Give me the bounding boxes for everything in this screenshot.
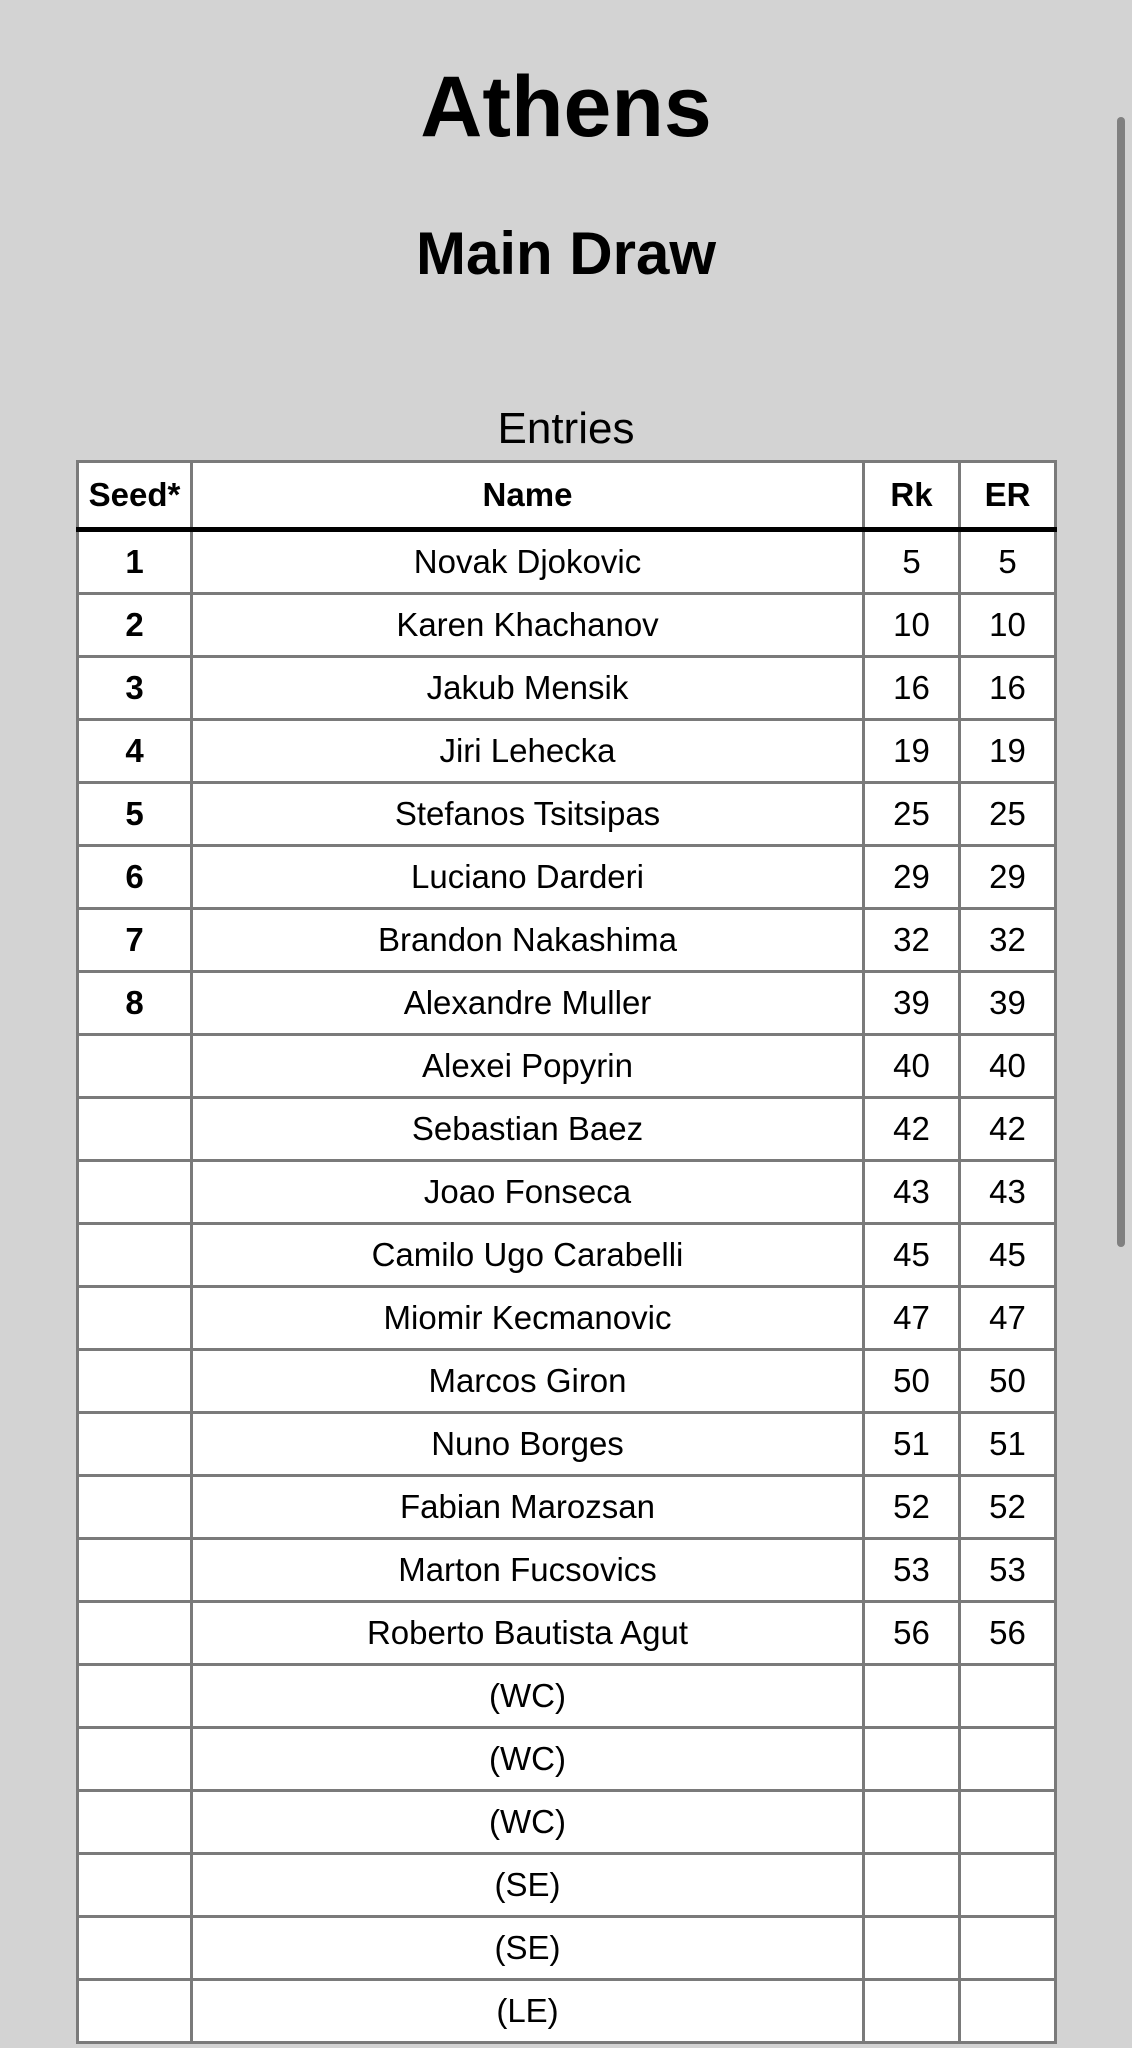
table-row (78, 657, 1056, 720)
table-row (78, 1728, 1056, 1791)
cell-entry-rank: 40 (960, 1035, 1056, 1098)
cell-seed (78, 1476, 192, 1539)
table-row (78, 1161, 1056, 1224)
cell-entry-rank: 25 (960, 783, 1056, 846)
cell-seed (78, 1161, 192, 1224)
cell-name: (WC) (192, 1728, 864, 1791)
cell-rank: 47 (864, 1287, 960, 1350)
cell-seed (78, 1539, 192, 1602)
cell-seed: 3 (78, 657, 192, 720)
cell-rank: 42 (864, 1098, 960, 1161)
cell-rank: 19 (864, 720, 960, 783)
cell-entry-rank (960, 1728, 1056, 1791)
cell-seed: 1 (78, 530, 192, 594)
cell-rank (864, 1980, 960, 2043)
cell-seed (78, 1098, 192, 1161)
cell-name: Fabian Marozsan (192, 1476, 864, 1539)
table-row (78, 1917, 1056, 1980)
table-row (78, 1980, 1056, 2043)
table-row (78, 972, 1056, 1035)
cell-entry-rank (960, 1854, 1056, 1917)
table-row (78, 1602, 1056, 1665)
cell-seed (78, 1350, 192, 1413)
cell-entry-rank (960, 1917, 1056, 1980)
table-row (78, 1098, 1056, 1161)
cell-rank: 25 (864, 783, 960, 846)
cell-entry-rank: 19 (960, 720, 1056, 783)
cell-rank: 39 (864, 972, 960, 1035)
cell-name: Marton Fucsovics (192, 1539, 864, 1602)
cell-rank: 52 (864, 1476, 960, 1539)
cell-entry-rank: 39 (960, 972, 1056, 1035)
cell-name: Miomir Kecmanovic (192, 1287, 864, 1350)
cell-seed (78, 1854, 192, 1917)
table-caption: Entries (497, 404, 635, 453)
cell-name: (LE) (192, 1980, 864, 2043)
page-title: Athens (420, 59, 712, 155)
cell-rank: 53 (864, 1539, 960, 1602)
cell-entry-rank: 52 (960, 1476, 1056, 1539)
cell-entry-rank (960, 1791, 1056, 1854)
cell-entry-rank: 16 (960, 657, 1056, 720)
cell-name: Sebastian Baez (192, 1098, 864, 1161)
cell-seed: 5 (78, 783, 192, 846)
cell-name: Jakub Mensik (192, 657, 864, 720)
cell-entry-rank: 5 (960, 530, 1056, 594)
table-row (78, 1287, 1056, 1350)
cell-name: Alexei Popyrin (192, 1035, 864, 1098)
cell-rank: 51 (864, 1413, 960, 1476)
table-row (78, 1413, 1056, 1476)
cell-seed (78, 1980, 192, 2043)
cell-rank: 40 (864, 1035, 960, 1098)
table-row (78, 783, 1056, 846)
cell-entry-rank: 50 (960, 1350, 1056, 1413)
table-row (78, 1854, 1056, 1917)
table-row (78, 1791, 1056, 1854)
cell-seed: 7 (78, 909, 192, 972)
cell-name: Roberto Bautista Agut (192, 1602, 864, 1665)
cell-seed (78, 1035, 192, 1098)
cell-rank: 56 (864, 1602, 960, 1665)
cell-name: Jiri Lehecka (192, 720, 864, 783)
cell-rank: 32 (864, 909, 960, 972)
cell-rank (864, 1854, 960, 1917)
cell-name: Stefanos Tsitsipas (192, 783, 864, 846)
cell-seed (78, 1665, 192, 1728)
column-header-rk: Rk (864, 462, 960, 530)
cell-name: (WC) (192, 1665, 864, 1728)
vertical-scrollbar[interactable] (1117, 117, 1125, 1247)
cell-rank: 43 (864, 1161, 960, 1224)
table-row (78, 1224, 1056, 1287)
cell-seed (78, 1602, 192, 1665)
entries-table (76, 460, 1057, 2044)
table-row (78, 530, 1056, 594)
table-row (78, 1350, 1056, 1413)
table-row (78, 1476, 1056, 1539)
cell-name: (WC) (192, 1791, 864, 1854)
cell-name: Luciano Darderi (192, 846, 864, 909)
cell-name: Camilo Ugo Carabelli (192, 1224, 864, 1287)
cell-name: Brandon Nakashima (192, 909, 864, 972)
cell-name: (SE) (192, 1917, 864, 1980)
cell-entry-rank: 53 (960, 1539, 1056, 1602)
cell-seed: 4 (78, 720, 192, 783)
cell-seed: 6 (78, 846, 192, 909)
cell-rank: 50 (864, 1350, 960, 1413)
cell-entry-rank: 29 (960, 846, 1056, 909)
cell-name: Marcos Giron (192, 1350, 864, 1413)
cell-entry-rank: 43 (960, 1161, 1056, 1224)
cell-name: Alexandre Muller (192, 972, 864, 1035)
cell-seed (78, 1224, 192, 1287)
table-row (78, 846, 1056, 909)
cell-entry-rank: 32 (960, 909, 1056, 972)
table-header-row (78, 462, 1056, 530)
table-body (78, 530, 1056, 2043)
cell-rank (864, 1791, 960, 1854)
cell-entry-rank (960, 1980, 1056, 2043)
table-row (78, 1539, 1056, 1602)
cell-rank (864, 1917, 960, 1980)
cell-name: Nuno Borges (192, 1413, 864, 1476)
cell-entry-rank (960, 1665, 1056, 1728)
cell-seed: 8 (78, 972, 192, 1035)
column-header-er: ER (960, 462, 1056, 530)
cell-rank: 5 (864, 530, 960, 594)
column-header-seed: Seed* (78, 462, 192, 530)
cell-name: Novak Djokovic (192, 530, 864, 594)
cell-seed (78, 1728, 192, 1791)
cell-entry-rank: 42 (960, 1098, 1056, 1161)
cell-seed (78, 1413, 192, 1476)
table-row (78, 594, 1056, 657)
cell-entry-rank: 51 (960, 1413, 1056, 1476)
cell-entry-rank: 47 (960, 1287, 1056, 1350)
cell-rank (864, 1728, 960, 1791)
cell-entry-rank: 56 (960, 1602, 1056, 1665)
column-header-name: Name (192, 462, 864, 530)
cell-rank: 10 (864, 594, 960, 657)
cell-seed (78, 1791, 192, 1854)
cell-seed: 2 (78, 594, 192, 657)
table-row (78, 720, 1056, 783)
cell-rank: 45 (864, 1224, 960, 1287)
cell-seed (78, 1917, 192, 1980)
table-row (78, 1035, 1056, 1098)
cell-entry-rank: 10 (960, 594, 1056, 657)
cell-rank: 29 (864, 846, 960, 909)
cell-name: Karen Khachanov (192, 594, 864, 657)
cell-name: (SE) (192, 1854, 864, 1917)
page-subtitle: Main Draw (415, 220, 717, 287)
table-row (78, 909, 1056, 972)
cell-rank (864, 1665, 960, 1728)
cell-seed (78, 1287, 192, 1350)
cell-rank: 16 (864, 657, 960, 720)
table-row (78, 1665, 1056, 1728)
cell-entry-rank: 45 (960, 1224, 1056, 1287)
cell-name: Joao Fonseca (192, 1161, 864, 1224)
